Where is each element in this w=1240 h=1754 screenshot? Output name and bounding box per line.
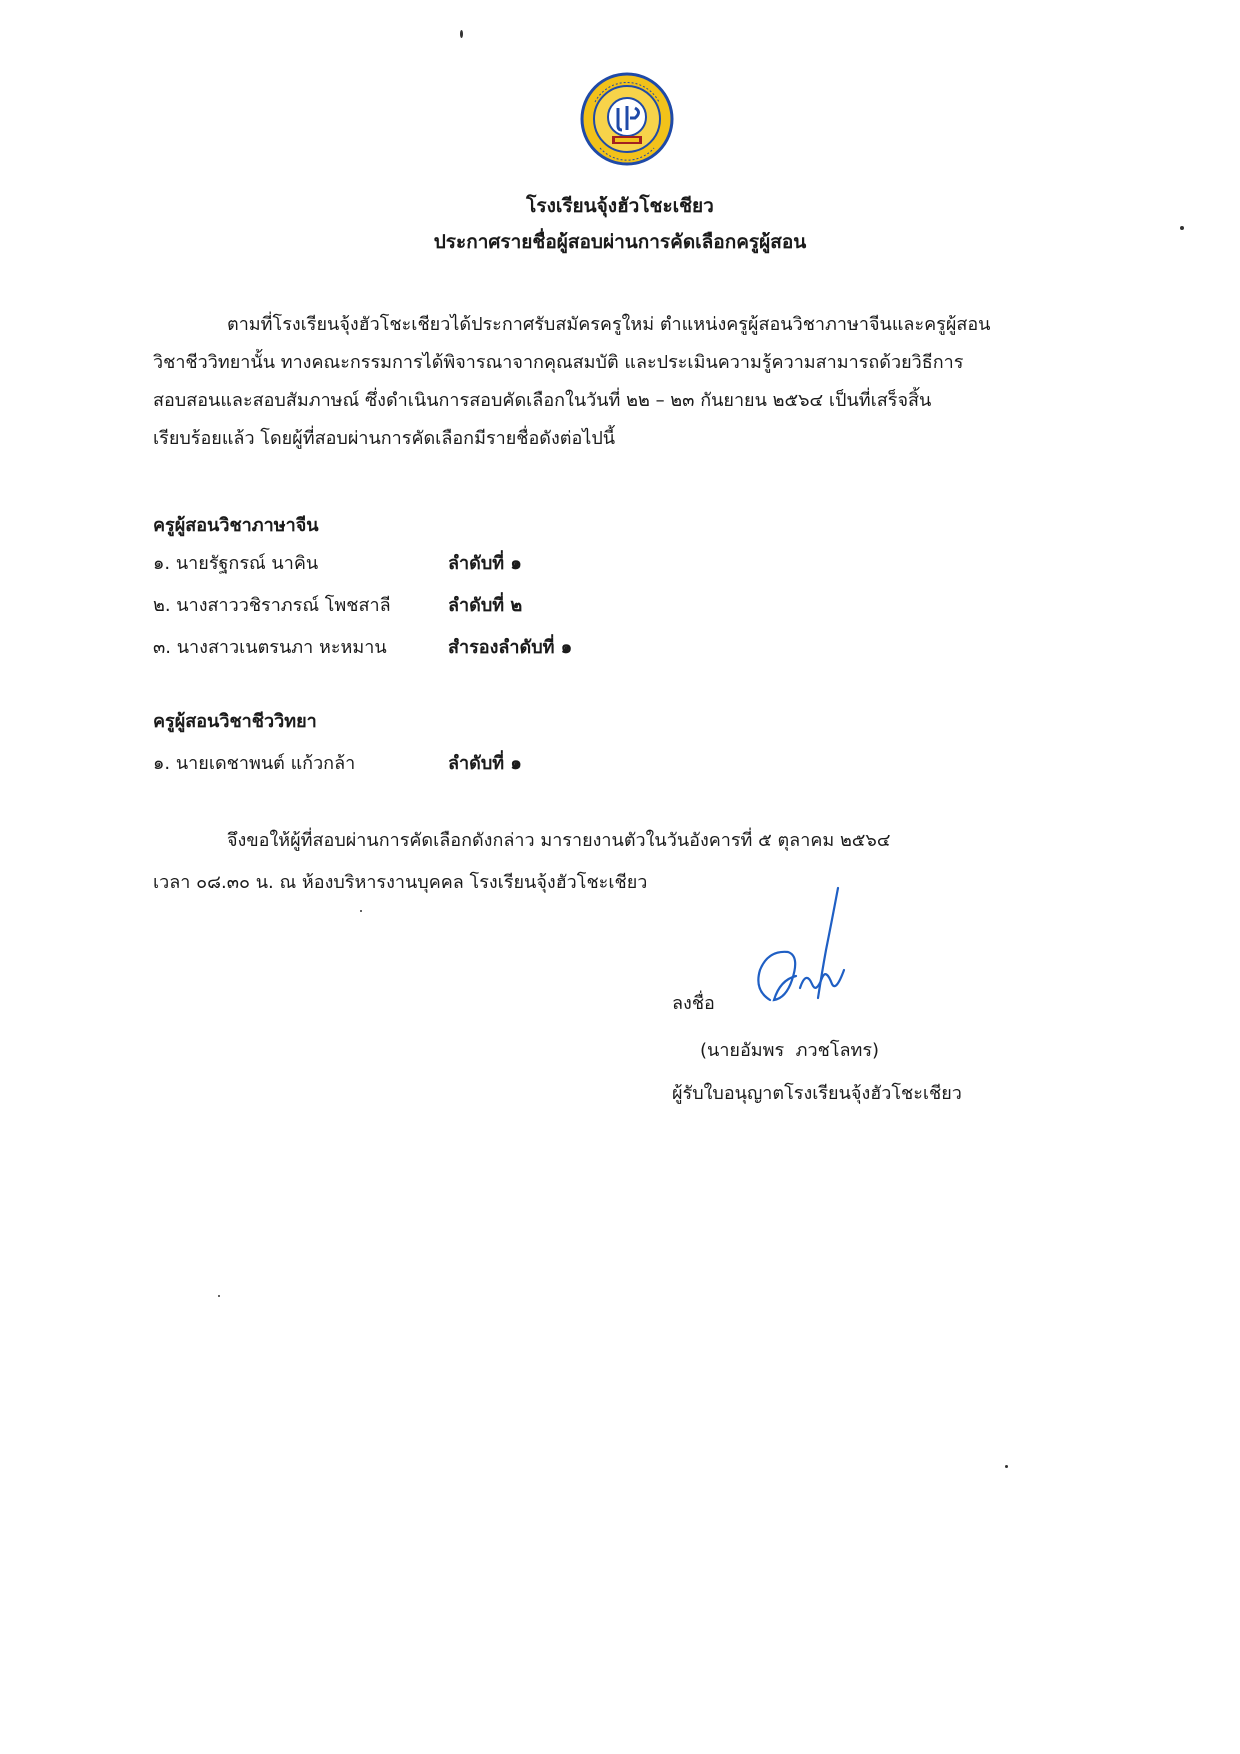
school-logo <box>580 72 674 166</box>
handwritten-signature <box>740 880 870 1020</box>
scan-speck <box>1005 1465 1008 1468</box>
candidate-name: ๓. นางสาวเนตรนภา หะหมาน <box>153 637 387 658</box>
paragraph-line: จึงขอให้ผู้ที่สอบผ่านการคัดเลือกดังกล่าว มารายงานตัวในวันอังคารที่ ๕ ตุลาคม ๒๕๖๔ <box>227 830 891 851</box>
closing-paragraph <box>153 820 1093 904</box>
sign-label: ลงชื่อ <box>672 993 715 1014</box>
scan-speck <box>460 30 463 38</box>
announcement-title: ประกาศรายชื่อผู้สอบผ่านการคัดเลือกครูผู้สอน <box>433 231 807 253</box>
scan-speck <box>218 1295 220 1297</box>
header-titles <box>0 188 1240 260</box>
candidate-rank: ลำดับที่ ๑ <box>448 553 522 574</box>
scan-speck <box>1180 226 1184 230</box>
candidate-rank: ลำดับที่ ๑ <box>448 753 522 774</box>
paragraph-line: เวลา ๐๘.๓๐ น. ณ ห้องบริหารงานบุคคล โรงเรียนจุ้งฮัวโชะเชียว <box>153 872 648 893</box>
intro-paragraph <box>153 306 1093 458</box>
signer-title: ผู้รับใบอนุญาตโรงเรียนจุ้งฮัวโชะเชียว <box>672 1083 962 1104</box>
scan-speck <box>360 910 362 912</box>
list-item <box>153 590 853 624</box>
school-name: โรงเรียนจุ้งฮัวโชะเชียว <box>526 195 714 217</box>
signer-name: (นายอัมพร ภวชโลทร) <box>700 1040 880 1061</box>
paragraph-line: สอบสอนและสอบสัมภาษณ์ ซึ่งดำเนินการสอบคัดเลือกในวันที่ ๒๒ – ๒๓ กันยายน ๒๕๖๔ เป็นที่เสร็จสิ้น <box>153 390 932 411</box>
section-heading-biology: ครูผู้สอนวิชาชีววิทยา <box>153 711 317 732</box>
candidate-name: ๒. นางสาววชิราภรณ์ โพชสาลี <box>153 595 391 616</box>
paragraph-line: ตามที่โรงเรียนจุ้งฮัวโชะเชียวได้ประกาศรับสมัครครูใหม่ ตำแหน่งครูผู้สอนวิชาภาษาจีนและครูผู้สอน <box>227 314 991 335</box>
list-item <box>153 548 853 582</box>
section-heading-chinese: ครูผู้สอนวิชาภาษาจีน <box>153 515 319 536</box>
list-item <box>153 748 853 782</box>
candidate-rank: สำรองลำดับที่ ๑ <box>448 637 573 658</box>
candidate-name: ๑. นายรัฐกรณ์ นาคิน <box>153 553 319 574</box>
list-item <box>153 632 853 666</box>
candidate-rank: ลำดับที่ ๒ <box>448 595 523 616</box>
paragraph-line: วิชาชีววิทยานั้น ทางคณะกรรมการได้พิจารณาจากคุณสมบัติ และประเมินความรู้ความสามารถด้วยวิธีการ <box>153 352 964 373</box>
paragraph-line: เรียบร้อยแล้ว โดยผู้ที่สอบผ่านการคัดเลือกมีรายชื่อดังต่อไปนี้ <box>153 428 616 449</box>
candidate-name: ๑. นายเดชาพนต์ แก้วกล้า <box>153 753 356 774</box>
